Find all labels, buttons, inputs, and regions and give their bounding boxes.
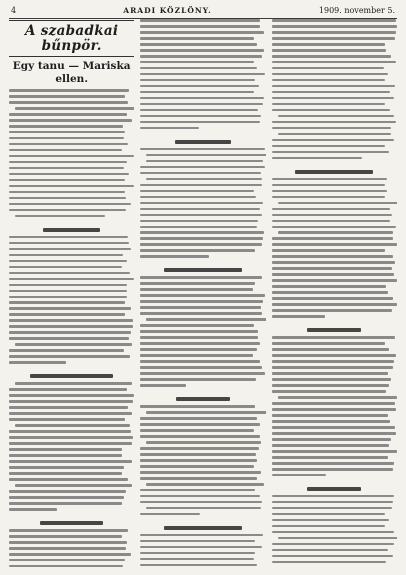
columns: [9, 19, 397, 567]
text-line: [140, 453, 255, 456]
text-line: [140, 540, 255, 543]
text-line: [9, 179, 125, 182]
paragraph-gap: [272, 163, 397, 167]
text-line: [140, 61, 254, 64]
text-line: [272, 157, 362, 160]
text-line: [9, 430, 131, 433]
text-line: [140, 405, 255, 408]
section-heading-line: [164, 268, 242, 272]
section-heading-line: [40, 521, 103, 525]
text-line: [9, 472, 122, 475]
text-line: [272, 97, 394, 100]
text-line: [140, 360, 259, 363]
text-line: [272, 190, 387, 193]
text-line: [9, 502, 122, 505]
text-line: [9, 355, 130, 358]
text-line: [9, 337, 129, 340]
text-line: [272, 267, 392, 270]
text-line: [272, 342, 385, 345]
text-line: [272, 414, 388, 417]
text-line: [140, 184, 262, 187]
text-line: [272, 226, 397, 229]
text-line: [272, 501, 393, 504]
text-line: [272, 561, 387, 564]
text-line: [140, 513, 199, 516]
text-line: [9, 406, 128, 409]
paragraph-gap: [140, 261, 265, 265]
text-line: [272, 450, 397, 453]
text-line: [9, 388, 127, 391]
text-line: [140, 306, 261, 309]
text-line: [272, 43, 385, 46]
text-line: [272, 73, 388, 76]
text-line: [140, 459, 256, 462]
text-line: [15, 424, 130, 427]
text-line: [140, 471, 261, 474]
text-line: [9, 319, 133, 322]
text-line: [146, 507, 260, 510]
section-heading-line: [295, 170, 373, 174]
text-line: [9, 361, 66, 364]
text-line: [272, 49, 386, 52]
text-line: [140, 220, 257, 223]
text-line: [9, 266, 122, 269]
column-3-text: [272, 19, 397, 567]
text-line: [9, 478, 128, 481]
text-line: [272, 432, 397, 435]
section-heading-line: [175, 140, 230, 144]
text-line: [140, 324, 254, 327]
text-line: [9, 149, 122, 152]
text-line: [140, 55, 262, 58]
text-line: [9, 349, 124, 352]
masthead: [9, 5, 397, 19]
text-line: [140, 97, 264, 100]
text-line: [140, 300, 263, 303]
paragraph-gap: [140, 390, 265, 394]
text-line: [272, 220, 391, 223]
text-line: [9, 236, 128, 239]
column-1-text: [9, 89, 134, 567]
text-line: [140, 43, 257, 46]
text-line: [272, 468, 393, 471]
text-line: [9, 284, 127, 287]
text-line: [146, 441, 261, 444]
text-line: [140, 237, 263, 240]
text-line: [140, 202, 263, 205]
text-line: [140, 91, 254, 94]
text-line: [272, 127, 391, 130]
text-line: [272, 214, 393, 217]
text-line: [140, 354, 253, 357]
text-line: [272, 384, 390, 387]
text-line: [278, 231, 393, 234]
text-line: [272, 19, 397, 22]
text-line: [272, 61, 397, 64]
text-line: [140, 372, 265, 375]
text-line: [146, 411, 265, 414]
text-line: [272, 208, 391, 211]
text-line: [9, 565, 123, 567]
text-line: [140, 190, 254, 193]
text-line: [272, 315, 326, 318]
text-line: [140, 127, 198, 130]
text-line: [140, 49, 264, 52]
text-line: [9, 248, 131, 251]
section-heading-line: [307, 328, 361, 332]
text-line: [140, 336, 258, 339]
text-line: [9, 209, 126, 212]
text-line: [278, 133, 392, 136]
text-line: [9, 325, 133, 328]
text-line: [9, 331, 131, 334]
text-line: [146, 483, 264, 486]
text-line: [140, 447, 258, 450]
text-line: [9, 197, 126, 200]
text-line: [272, 178, 387, 181]
text-line: [272, 309, 392, 312]
text-line: [272, 85, 396, 88]
paragraph-gap: [272, 480, 397, 484]
text-line: [146, 318, 265, 321]
text-line: [140, 148, 265, 151]
text-line: [140, 342, 260, 345]
column-2-text: [140, 19, 265, 567]
text-line: [9, 553, 131, 556]
text-line: [140, 19, 260, 22]
text-line: [15, 343, 132, 346]
text-line: [140, 417, 257, 420]
text-line: [9, 547, 126, 550]
text-line: [272, 456, 389, 459]
text-line: [140, 121, 259, 124]
column-2: [140, 19, 265, 567]
text-line: [272, 91, 391, 94]
text-line: [272, 426, 396, 429]
text-line: [9, 260, 127, 263]
text-line: [140, 73, 265, 76]
text-line: [272, 531, 395, 534]
text-line: [272, 495, 394, 498]
text-line: [140, 282, 255, 285]
text-line: [272, 402, 396, 405]
text-line: [9, 436, 133, 439]
text-line: [272, 273, 394, 276]
text-line: [140, 294, 265, 297]
text-line: [140, 477, 257, 480]
text-line: [9, 272, 130, 275]
paragraph-gap: [9, 367, 134, 371]
text-line: [9, 454, 122, 457]
text-line: [140, 85, 259, 88]
article-headline: A szabadkai bűnpör.: [24, 23, 119, 54]
text-line: [272, 474, 327, 477]
text-line: [140, 172, 261, 175]
text-line: [272, 555, 393, 558]
text-line: [140, 366, 262, 369]
section-heading-line: [307, 487, 361, 491]
text-line: [272, 444, 390, 447]
text-line: [9, 155, 134, 158]
text-line: [9, 101, 128, 104]
text-line: [140, 312, 262, 315]
text-line: [272, 390, 387, 393]
text-line: [9, 301, 125, 304]
text-line: [278, 537, 397, 540]
text-line: [140, 435, 260, 438]
text-line: [272, 462, 395, 465]
text-line: [140, 214, 261, 217]
text-line: [9, 191, 125, 194]
text-line: [272, 303, 397, 306]
text-line: [146, 154, 265, 157]
text-line: [140, 25, 259, 28]
text-line: [9, 119, 132, 122]
text-line: [272, 285, 386, 288]
text-line: [9, 529, 128, 532]
text-line: [140, 231, 264, 234]
text-line: [140, 115, 261, 118]
text-line: [9, 394, 134, 397]
text-line: [272, 261, 396, 264]
text-line: [140, 489, 255, 492]
section-heading-line: [164, 526, 242, 530]
text-line: [140, 67, 257, 70]
text-line: [140, 384, 185, 387]
text-line: [9, 242, 129, 245]
text-line: [272, 243, 397, 246]
section-heading-line: [176, 397, 231, 401]
text-line: [9, 167, 124, 170]
text-line: [9, 113, 127, 116]
text-line: [9, 173, 129, 176]
text-line: [140, 534, 263, 537]
text-line: [272, 354, 397, 357]
text-line: [9, 559, 125, 562]
text-line: [140, 495, 259, 498]
text-line: [272, 420, 391, 423]
text-line: [272, 255, 393, 258]
text-line: [272, 103, 386, 106]
text-line: [9, 412, 132, 415]
text-line: [272, 55, 391, 58]
text-line: [140, 31, 264, 34]
text-line: [9, 400, 133, 403]
paragraph-gap: [9, 514, 134, 518]
text-line: [140, 429, 254, 432]
text-line: [272, 336, 395, 339]
text-line: [272, 366, 393, 369]
text-line: [278, 115, 395, 118]
text-line: [140, 546, 261, 549]
text-line: [272, 519, 389, 522]
text-line: [272, 249, 386, 252]
text-line: [272, 279, 397, 282]
text-line: [272, 513, 385, 516]
text-line: [9, 313, 125, 316]
text-line: [140, 552, 255, 555]
text-line: [140, 249, 255, 252]
text-line: [9, 490, 126, 493]
headline-box: [9, 20, 134, 57]
issue-date: 1909. november 5.: [318, 6, 395, 15]
article-subheadline: Egy tanu — Mariska ellen.: [12, 60, 131, 85]
text-line: [140, 109, 258, 112]
text-line: [272, 378, 391, 381]
text-line: [272, 139, 394, 142]
text-line: [140, 276, 262, 279]
text-line: [140, 37, 253, 40]
text-line: [272, 525, 385, 528]
text-line: [9, 125, 123, 128]
text-line: [15, 484, 132, 487]
text-line: [140, 564, 257, 567]
text-line: [9, 89, 129, 92]
text-line: [9, 535, 122, 538]
text-line: [272, 291, 388, 294]
text-line: [9, 95, 125, 98]
text-line: [140, 103, 263, 106]
text-line: [272, 25, 397, 28]
text-line: [15, 107, 134, 110]
text-line: [272, 31, 396, 34]
text-line: [140, 243, 262, 246]
text-line: [272, 79, 386, 82]
text-line: [9, 278, 134, 281]
paragraph-gap: [140, 519, 265, 523]
text-line: [272, 438, 391, 441]
text-line: [272, 184, 385, 187]
text-line: [9, 290, 127, 293]
text-line: [9, 418, 125, 421]
text-line: [9, 137, 124, 140]
text-line: [146, 160, 263, 163]
text-line: [140, 166, 264, 169]
text-line: [15, 215, 105, 218]
text-line: [272, 121, 396, 124]
text-line: [9, 460, 132, 463]
text-line: [9, 131, 125, 134]
text-line: [272, 67, 385, 70]
newspaper-name: ARADI KÖZLÖNY.: [123, 6, 212, 15]
text-line: [272, 543, 394, 546]
text-line: [9, 143, 128, 146]
section-heading-line: [30, 374, 114, 378]
text-line: [140, 226, 257, 229]
text-line: [140, 196, 256, 199]
text-line: [278, 202, 397, 205]
text-line: [9, 254, 123, 257]
text-line: [9, 508, 57, 511]
text-line: [272, 145, 385, 148]
text-line: [272, 372, 388, 375]
text-line: [9, 442, 132, 445]
text-line: [140, 423, 260, 426]
text-line: [140, 288, 253, 291]
text-line: [9, 161, 127, 164]
text-line: [9, 307, 131, 310]
text-line: [140, 255, 209, 258]
text-line: [9, 203, 131, 206]
text-line: [140, 79, 255, 82]
text-line: [272, 549, 389, 552]
text-line: [272, 348, 389, 351]
column-1: [9, 19, 134, 567]
text-line: [9, 448, 122, 451]
column-3: [272, 19, 397, 567]
text-line: [272, 297, 393, 300]
page-number: 4: [11, 6, 17, 15]
text-line: [272, 109, 390, 112]
text-line: [9, 296, 127, 299]
paragraph-gap: [272, 321, 397, 325]
paragraph-gap: [9, 221, 134, 225]
text-line: [140, 348, 256, 351]
text-line: [9, 541, 127, 544]
text-line: [272, 37, 395, 40]
text-line: [9, 466, 124, 469]
text-line: [272, 151, 390, 154]
text-line: [140, 208, 260, 211]
text-line: [272, 237, 393, 240]
text-line: [278, 396, 397, 399]
text-line: [140, 558, 253, 561]
text-line: [140, 330, 258, 333]
text-line: [272, 408, 396, 411]
text-line: [272, 196, 386, 199]
section-heading-line: [43, 228, 100, 232]
text-line: [146, 178, 262, 181]
text-line: [272, 507, 392, 510]
text-line: [9, 185, 134, 188]
text-line: [272, 360, 394, 363]
paragraph-gap: [140, 133, 265, 137]
text-line: [140, 501, 262, 504]
text-line: [15, 382, 132, 385]
text-line: [140, 465, 254, 468]
text-line: [140, 378, 256, 381]
text-line: [9, 496, 124, 499]
